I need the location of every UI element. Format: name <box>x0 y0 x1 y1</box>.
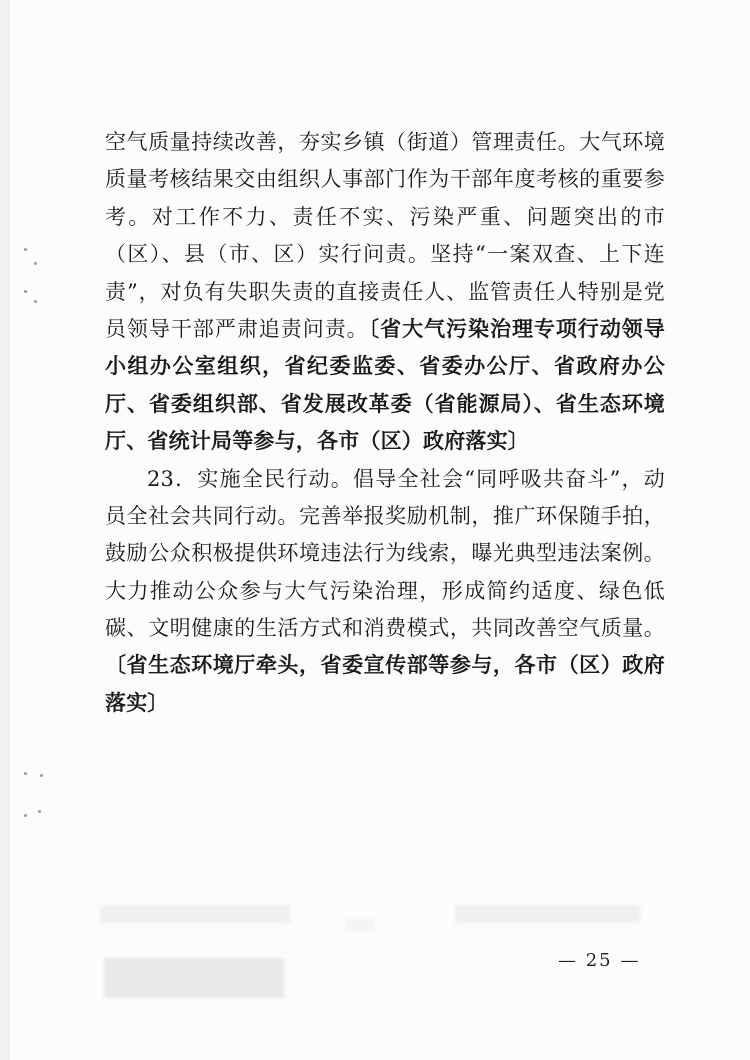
show-through-mark <box>345 918 375 932</box>
show-through-mark <box>455 905 640 923</box>
text-line: 责”，对负有失职失责的直接责任人、监管责任人特别是党 <box>105 279 665 304</box>
text-line: 大力推动公众参与大气污染治理，形成简约适度、绿色低 <box>105 578 665 603</box>
scan-speck <box>24 290 27 293</box>
show-through-mark <box>104 958 284 998</box>
scan-speck <box>38 810 41 813</box>
text-line: 鼓励公众积极提供环境违法行为线索，曝光典型违法案例。 <box>105 541 665 566</box>
scan-speck <box>24 814 27 817</box>
scan-speck <box>34 300 37 303</box>
responsibility-note-line: 厅、省委组织部、省发展改革委（省能源局）、省生态环境 <box>105 391 665 416</box>
text-run: 员领导干部严肃追责问责。 <box>105 316 369 341</box>
page-number: — 25 — <box>558 950 641 971</box>
text-line: 空气质量持续改善，夯实乡镇（街道）管理责任。大气环境 <box>105 130 665 154</box>
responsibility-note: 〔省大气污染治理专项行动领导 <box>368 316 665 341</box>
responsibility-note-line: 厅、省统计局等参与，各市（区）政府落实〕 <box>105 429 529 454</box>
body-text <box>105 124 665 722</box>
responsibility-note-line: 〔省生态环境厅牵头，省委宣传部等参与，各市（区）政府 <box>105 653 665 678</box>
text-line: （区）、县（市、区）实行问责。坚持“一案双查、上下连 <box>105 242 665 267</box>
text-line: 碳、文明健康的生活方式和消费模式，共同改善空气质量。 <box>105 616 665 641</box>
responsibility-note-line: 小组办公室组织，省纪委监委、省委办公厅、省政府办公 <box>105 354 665 379</box>
scan-margin <box>0 0 10 1060</box>
section-heading-line: 23．实施全民行动。倡导全社会“同呼吸共奋斗”，动 <box>147 466 665 491</box>
text-line: 考。对工作不力、责任不实、污染严重、问题突出的市 <box>105 204 665 229</box>
responsibility-note-line: 落实〕 <box>105 690 169 715</box>
text-line: 质量考核结果交由组织人事部门作为干部年度考核的重要参 <box>105 167 665 192</box>
scan-speck <box>40 774 43 777</box>
scan-speck <box>24 248 27 251</box>
scan-speck <box>24 772 27 775</box>
text-line: 员全社会共同行动。完善举报奖励机制，推广环保随手拍， <box>105 503 665 528</box>
show-through-mark <box>100 905 290 923</box>
text-line <box>105 311 665 348</box>
scan-speck <box>34 262 37 265</box>
